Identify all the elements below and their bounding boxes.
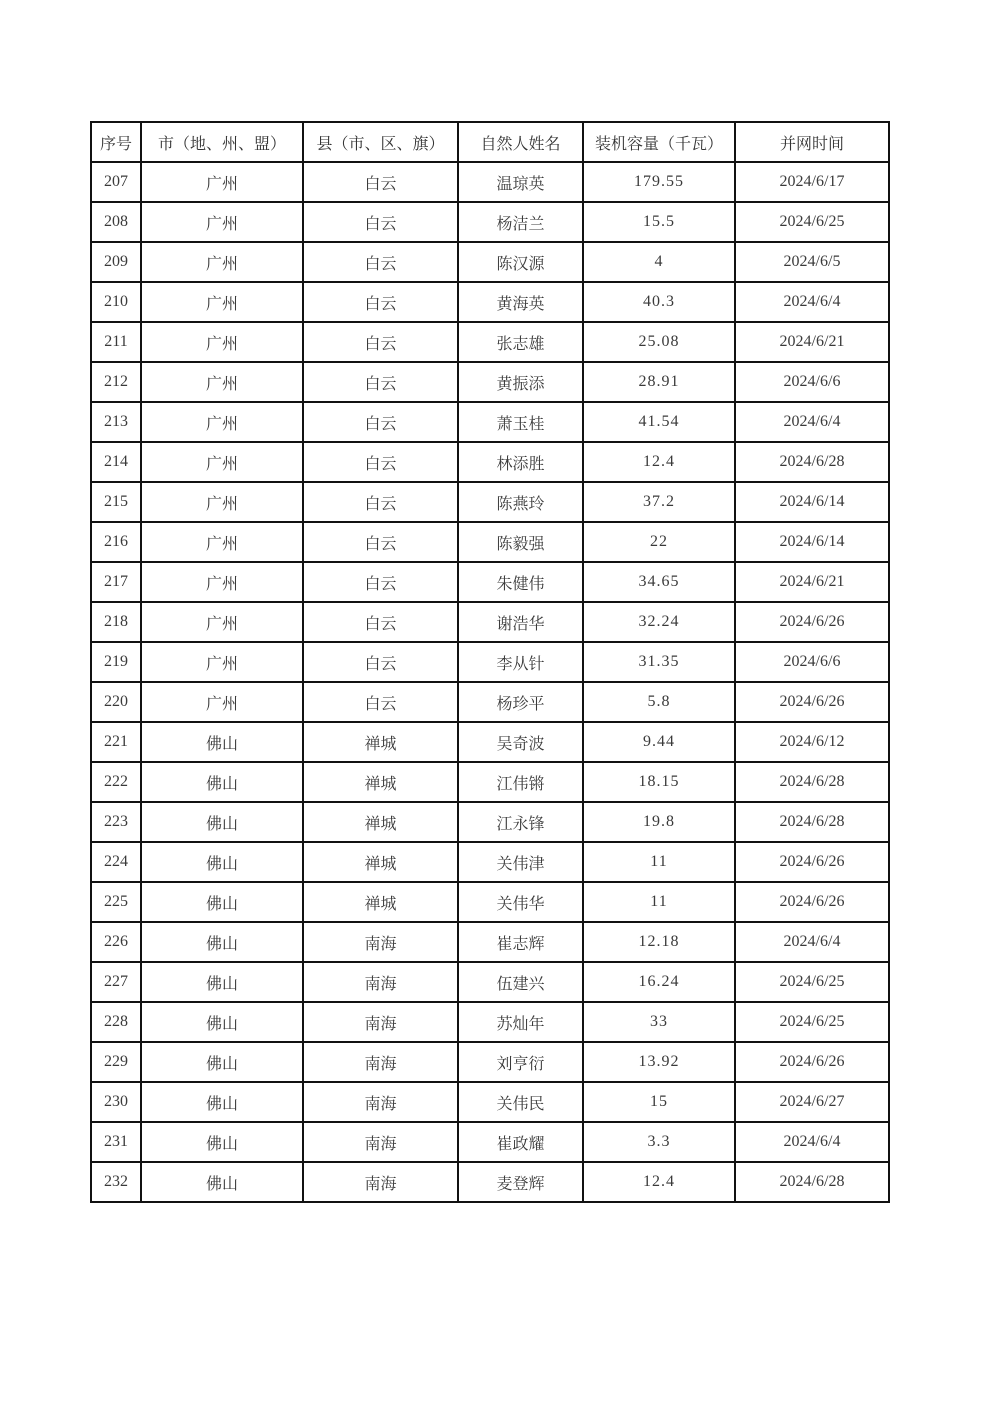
- cell-city: 佛山: [141, 1082, 303, 1122]
- cell-city: 佛山: [141, 962, 303, 1002]
- cell-city: 广州: [141, 482, 303, 522]
- cell-installed-capacity: 5.8: [583, 682, 735, 722]
- cell-person-name: 江永锋: [458, 802, 583, 842]
- cell-installed-capacity: 32.24: [583, 602, 735, 642]
- cell-serial-no: 228: [91, 1002, 141, 1042]
- cell-city: 广州: [141, 242, 303, 282]
- table-row: [91, 722, 889, 762]
- table-row: [91, 642, 889, 682]
- cell-serial-no: 230: [91, 1082, 141, 1122]
- cell-serial-no: 217: [91, 562, 141, 602]
- cell-county: 禅城: [303, 882, 458, 922]
- cell-city: 佛山: [141, 842, 303, 882]
- header-county: 县（市、区、旗）: [303, 122, 458, 162]
- cell-installed-capacity: 3.3: [583, 1122, 735, 1162]
- cell-city: 佛山: [141, 882, 303, 922]
- table-header-row: [91, 122, 889, 162]
- cell-county: 白云: [303, 522, 458, 562]
- cell-grid-connection-date: 2024/6/28: [735, 442, 889, 482]
- cell-installed-capacity: 11: [583, 842, 735, 882]
- table-row: [91, 322, 889, 362]
- cell-serial-no: 214: [91, 442, 141, 482]
- cell-serial-no: 208: [91, 202, 141, 242]
- cell-installed-capacity: 4: [583, 242, 735, 282]
- cell-city: 广州: [141, 642, 303, 682]
- cell-city: 广州: [141, 562, 303, 602]
- cell-serial-no: 232: [91, 1162, 141, 1202]
- cell-person-name: 崔政耀: [458, 1122, 583, 1162]
- cell-grid-connection-date: 2024/6/14: [735, 482, 889, 522]
- document-page: [90, 121, 890, 1203]
- cell-county: 白云: [303, 202, 458, 242]
- cell-person-name: 伍建兴: [458, 962, 583, 1002]
- cell-city: 广州: [141, 282, 303, 322]
- cell-grid-connection-date: 2024/6/26: [735, 882, 889, 922]
- cell-person-name: 张志雄: [458, 322, 583, 362]
- cell-city: 广州: [141, 442, 303, 482]
- cell-county: 禅城: [303, 762, 458, 802]
- cell-grid-connection-date: 2024/6/14: [735, 522, 889, 562]
- table-row: [91, 522, 889, 562]
- cell-county: 白云: [303, 162, 458, 202]
- cell-serial-no: 226: [91, 922, 141, 962]
- cell-grid-connection-date: 2024/6/21: [735, 322, 889, 362]
- cell-installed-capacity: 19.8: [583, 802, 735, 842]
- table-row: [91, 442, 889, 482]
- header-person-name: 自然人姓名: [458, 122, 583, 162]
- cell-grid-connection-date: 2024/6/28: [735, 802, 889, 842]
- cell-person-name: 刘亨衍: [458, 1042, 583, 1082]
- cell-serial-no: 207: [91, 162, 141, 202]
- cell-person-name: 黄海英: [458, 282, 583, 322]
- cell-installed-capacity: 25.08: [583, 322, 735, 362]
- cell-county: 禅城: [303, 842, 458, 882]
- cell-person-name: 麦登辉: [458, 1162, 583, 1202]
- cell-serial-no: 223: [91, 802, 141, 842]
- cell-person-name: 陈毅强: [458, 522, 583, 562]
- cell-grid-connection-date: 2024/6/26: [735, 1042, 889, 1082]
- cell-grid-connection-date: 2024/6/21: [735, 562, 889, 602]
- cell-grid-connection-date: 2024/6/4: [735, 402, 889, 442]
- cell-city: 广州: [141, 522, 303, 562]
- cell-serial-no: 216: [91, 522, 141, 562]
- table-row: [91, 842, 889, 882]
- table-row: [91, 202, 889, 242]
- cell-person-name: 关伟华: [458, 882, 583, 922]
- cell-grid-connection-date: 2024/6/27: [735, 1082, 889, 1122]
- cell-grid-connection-date: 2024/6/26: [735, 682, 889, 722]
- table-row: [91, 922, 889, 962]
- table-row: [91, 602, 889, 642]
- cell-city: 广州: [141, 202, 303, 242]
- cell-grid-connection-date: 2024/6/4: [735, 1122, 889, 1162]
- cell-serial-no: 229: [91, 1042, 141, 1082]
- cell-installed-capacity: 12.4: [583, 1162, 735, 1202]
- cell-city: 广州: [141, 162, 303, 202]
- cell-county: 白云: [303, 242, 458, 282]
- cell-serial-no: 209: [91, 242, 141, 282]
- cell-county: 南海: [303, 1122, 458, 1162]
- cell-city: 广州: [141, 322, 303, 362]
- cell-county: 禅城: [303, 722, 458, 762]
- cell-installed-capacity: 34.65: [583, 562, 735, 602]
- cell-county: 白云: [303, 682, 458, 722]
- table-row: [91, 1122, 889, 1162]
- cell-city: 广州: [141, 402, 303, 442]
- cell-county: 白云: [303, 442, 458, 482]
- cell-grid-connection-date: 2024/6/28: [735, 1162, 889, 1202]
- cell-county: 南海: [303, 1082, 458, 1122]
- cell-grid-connection-date: 2024/6/6: [735, 362, 889, 402]
- cell-installed-capacity: 15: [583, 1082, 735, 1122]
- cell-grid-connection-date: 2024/6/12: [735, 722, 889, 762]
- cell-serial-no: 231: [91, 1122, 141, 1162]
- cell-person-name: 林添胜: [458, 442, 583, 482]
- cell-installed-capacity: 31.35: [583, 642, 735, 682]
- cell-person-name: 江伟锵: [458, 762, 583, 802]
- cell-serial-no: 225: [91, 882, 141, 922]
- cell-city: 佛山: [141, 1042, 303, 1082]
- table-row: [91, 962, 889, 1002]
- table-row: [91, 882, 889, 922]
- cell-county: 白云: [303, 602, 458, 642]
- header-city: 市（地、州、盟）: [141, 122, 303, 162]
- cell-grid-connection-date: 2024/6/6: [735, 642, 889, 682]
- cell-installed-capacity: 13.92: [583, 1042, 735, 1082]
- cell-person-name: 谢浩华: [458, 602, 583, 642]
- cell-serial-no: 222: [91, 762, 141, 802]
- cell-serial-no: 227: [91, 962, 141, 1002]
- table-row: [91, 1082, 889, 1122]
- table-row: [91, 282, 889, 322]
- cell-county: 白云: [303, 642, 458, 682]
- cell-county: 南海: [303, 1162, 458, 1202]
- header-installed-capacity: 装机容量（千瓦）: [583, 122, 735, 162]
- cell-county: 白云: [303, 482, 458, 522]
- cell-grid-connection-date: 2024/6/25: [735, 202, 889, 242]
- cell-city: 广州: [141, 602, 303, 642]
- cell-city: 广州: [141, 362, 303, 402]
- cell-serial-no: 210: [91, 282, 141, 322]
- table-row: [91, 482, 889, 522]
- cell-grid-connection-date: 2024/6/4: [735, 282, 889, 322]
- cell-installed-capacity: 15.5: [583, 202, 735, 242]
- cell-installed-capacity: 16.24: [583, 962, 735, 1002]
- cell-city: 佛山: [141, 802, 303, 842]
- cell-person-name: 杨洁兰: [458, 202, 583, 242]
- table-row: [91, 162, 889, 202]
- cell-person-name: 朱健伟: [458, 562, 583, 602]
- cell-person-name: 萧玉桂: [458, 402, 583, 442]
- cell-person-name: 苏灿年: [458, 1002, 583, 1042]
- cell-person-name: 关伟民: [458, 1082, 583, 1122]
- cell-installed-capacity: 28.91: [583, 362, 735, 402]
- cell-city: 佛山: [141, 922, 303, 962]
- cell-serial-no: 219: [91, 642, 141, 682]
- cell-installed-capacity: 179.55: [583, 162, 735, 202]
- cell-serial-no: 218: [91, 602, 141, 642]
- cell-installed-capacity: 41.54: [583, 402, 735, 442]
- table-row: [91, 242, 889, 282]
- cell-installed-capacity: 37.2: [583, 482, 735, 522]
- cell-grid-connection-date: 2024/6/4: [735, 922, 889, 962]
- cell-serial-no: 220: [91, 682, 141, 722]
- cell-serial-no: 221: [91, 722, 141, 762]
- cell-grid-connection-date: 2024/6/28: [735, 762, 889, 802]
- cell-installed-capacity: 12.18: [583, 922, 735, 962]
- cell-serial-no: 224: [91, 842, 141, 882]
- cell-person-name: 杨珍平: [458, 682, 583, 722]
- cell-person-name: 陈燕玲: [458, 482, 583, 522]
- cell-serial-no: 211: [91, 322, 141, 362]
- cell-installed-capacity: 12.4: [583, 442, 735, 482]
- cell-installed-capacity: 22: [583, 522, 735, 562]
- cell-county: 南海: [303, 962, 458, 1002]
- cell-grid-connection-date: 2024/6/25: [735, 962, 889, 1002]
- cell-person-name: 陈汉源: [458, 242, 583, 282]
- cell-grid-connection-date: 2024/6/26: [735, 602, 889, 642]
- table-row: [91, 402, 889, 442]
- table-row: [91, 762, 889, 802]
- cell-serial-no: 215: [91, 482, 141, 522]
- header-grid-connection-date: 并网时间: [735, 122, 889, 162]
- cell-city: 广州: [141, 682, 303, 722]
- cell-grid-connection-date: 2024/6/17: [735, 162, 889, 202]
- cell-county: 白云: [303, 402, 458, 442]
- pv-grid-connection-table: [90, 121, 890, 1203]
- cell-county: 南海: [303, 1042, 458, 1082]
- cell-county: 禅城: [303, 802, 458, 842]
- cell-county: 南海: [303, 922, 458, 962]
- table-row: [91, 682, 889, 722]
- header-serial-no: 序号: [91, 122, 141, 162]
- cell-city: 佛山: [141, 722, 303, 762]
- cell-person-name: 黄振添: [458, 362, 583, 402]
- cell-county: 南海: [303, 1002, 458, 1042]
- cell-installed-capacity: 11: [583, 882, 735, 922]
- table-row: [91, 562, 889, 602]
- table-row: [91, 1002, 889, 1042]
- cell-city: 佛山: [141, 762, 303, 802]
- table-row: [91, 1042, 889, 1082]
- cell-county: 白云: [303, 322, 458, 362]
- table-body: [91, 162, 889, 1202]
- cell-city: 佛山: [141, 1162, 303, 1202]
- cell-person-name: 李从针: [458, 642, 583, 682]
- cell-grid-connection-date: 2024/6/5: [735, 242, 889, 282]
- cell-person-name: 关伟津: [458, 842, 583, 882]
- table-row: [91, 362, 889, 402]
- cell-county: 白云: [303, 282, 458, 322]
- cell-person-name: 崔志辉: [458, 922, 583, 962]
- table-row: [91, 802, 889, 842]
- cell-installed-capacity: 9.44: [583, 722, 735, 762]
- cell-county: 白云: [303, 562, 458, 602]
- cell-city: 佛山: [141, 1002, 303, 1042]
- cell-serial-no: 212: [91, 362, 141, 402]
- cell-installed-capacity: 33: [583, 1002, 735, 1042]
- cell-serial-no: 213: [91, 402, 141, 442]
- cell-city: 佛山: [141, 1122, 303, 1162]
- cell-county: 白云: [303, 362, 458, 402]
- cell-person-name: 吴奇波: [458, 722, 583, 762]
- cell-grid-connection-date: 2024/6/25: [735, 1002, 889, 1042]
- cell-installed-capacity: 18.15: [583, 762, 735, 802]
- table-row: [91, 1162, 889, 1202]
- cell-person-name: 温琼英: [458, 162, 583, 202]
- cell-installed-capacity: 40.3: [583, 282, 735, 322]
- cell-grid-connection-date: 2024/6/26: [735, 842, 889, 882]
